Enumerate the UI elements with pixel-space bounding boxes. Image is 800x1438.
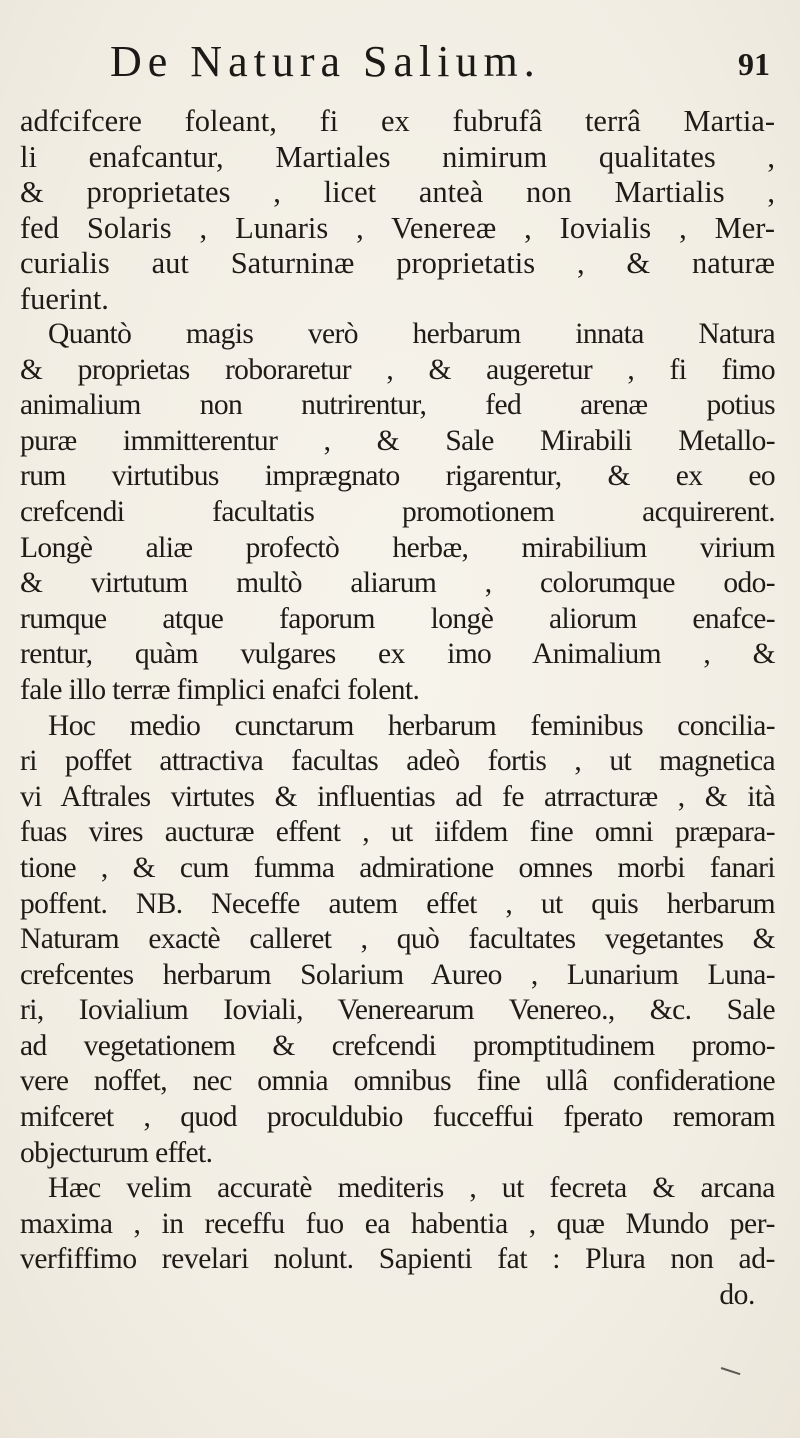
text-line: puræ immitterentur , & Sale Mirabili Metallo- — [20, 424, 775, 457]
text-line: crefcendi facultatis promotionem acquirerent. — [20, 495, 775, 528]
body-text — [20, 104, 775, 1314]
text-line: verfiffimo revelari nolunt. Sapienti fat : Plura non ad- — [20, 1243, 775, 1276]
text-line: rumque atque faporum longè aliorum enafce- — [20, 602, 775, 635]
ink-mark — [720, 1367, 741, 1379]
text-line: Hæc velim accuratè mediteris , ut fecreta & arcana — [48, 1172, 775, 1205]
text-line: adfcifcere foleant, fi ex fubrufâ terrâ Martia- — [20, 104, 775, 138]
text-line: fuas vires aucturæ effent , ut iifdem fine omni præpara- — [20, 816, 775, 849]
text-line: & proprietas roboraretur , & augeretur , fi fimo — [20, 353, 775, 386]
text-line: animalium non nutrirentur, fed arenæ potius — [20, 389, 775, 422]
text-line: Naturam exactè calleret , quò facultates vegetantes & — [20, 923, 775, 956]
text-line: fed Solaris , Lunaris , Venereæ , Iovialis , Mer- — [20, 210, 775, 245]
text-line: rum virtutibus imprægnato rigarentur, & ex eo — [20, 460, 775, 493]
text-line: Hoc medio cunctarum herbarum feminibus concilia- — [48, 709, 775, 742]
text-line: ri, Iovialium Ioviali, Venerearum Venereo., &c. Sale — [20, 994, 775, 1027]
text-line: tione , & cum fumma admiratione omnes morbi fanari — [20, 851, 775, 884]
running-title: De Natura Salium. — [110, 37, 541, 86]
text-line: mifceret , quod proculdubio fucceffui fperato remoram — [20, 1101, 775, 1134]
paragraph — [20, 104, 775, 317]
text-line: Longè aliæ profectò herbæ, mirabilium virium — [20, 531, 775, 564]
text-line: do. — [719, 1279, 755, 1312]
text-line: li enafcantur, Martiales nimirum qualitates , — [20, 139, 775, 174]
text-line: fuerint. — [20, 281, 109, 316]
text-line: curialis aut Saturninæ proprietatis , & naturæ — [20, 246, 775, 280]
text-line: & proprietates , licet anteà non Martialis , — [20, 175, 775, 209]
page-number: 91 — [738, 46, 770, 82]
paragraph — [20, 1171, 775, 1313]
text-line: ad vegetationem & crefcendi promptitudinem promo- — [20, 1029, 775, 1062]
text-line: & virtutum multò aliarum , colorumque odo- — [20, 567, 775, 600]
text-line: Quantò magis verò herbarum innata Natura — [48, 318, 775, 350]
text-line: maxima , in receffu fuo ea habentia , quæ Mundo per- — [20, 1207, 775, 1240]
text-line: fale illo terræ fimplici enafci folent. — [20, 673, 420, 706]
page-header — [110, 36, 770, 96]
text-line: crefcentes herbarum Solarium Aureo , Lunarium Luna- — [20, 958, 775, 991]
text-line: rentur, quàm vulgares ex imo Animalium , & — [20, 638, 775, 671]
text-line: objecturum effet. — [20, 1136, 213, 1169]
text-line: vi Aftrales virtutes & influentias ad fe atrracturæ , & ità — [20, 780, 775, 813]
text-line: poffent. NB. Neceffe autem effet , ut quis herbarum — [20, 887, 775, 920]
paragraph — [20, 317, 775, 709]
paragraph — [20, 709, 775, 1172]
text-line: ri poffet attractiva facultas adeò fortis , ut magnetica — [20, 745, 775, 778]
text-line: vere noffet, nec omnia omnibus fine ullâ confideratione — [20, 1065, 775, 1098]
